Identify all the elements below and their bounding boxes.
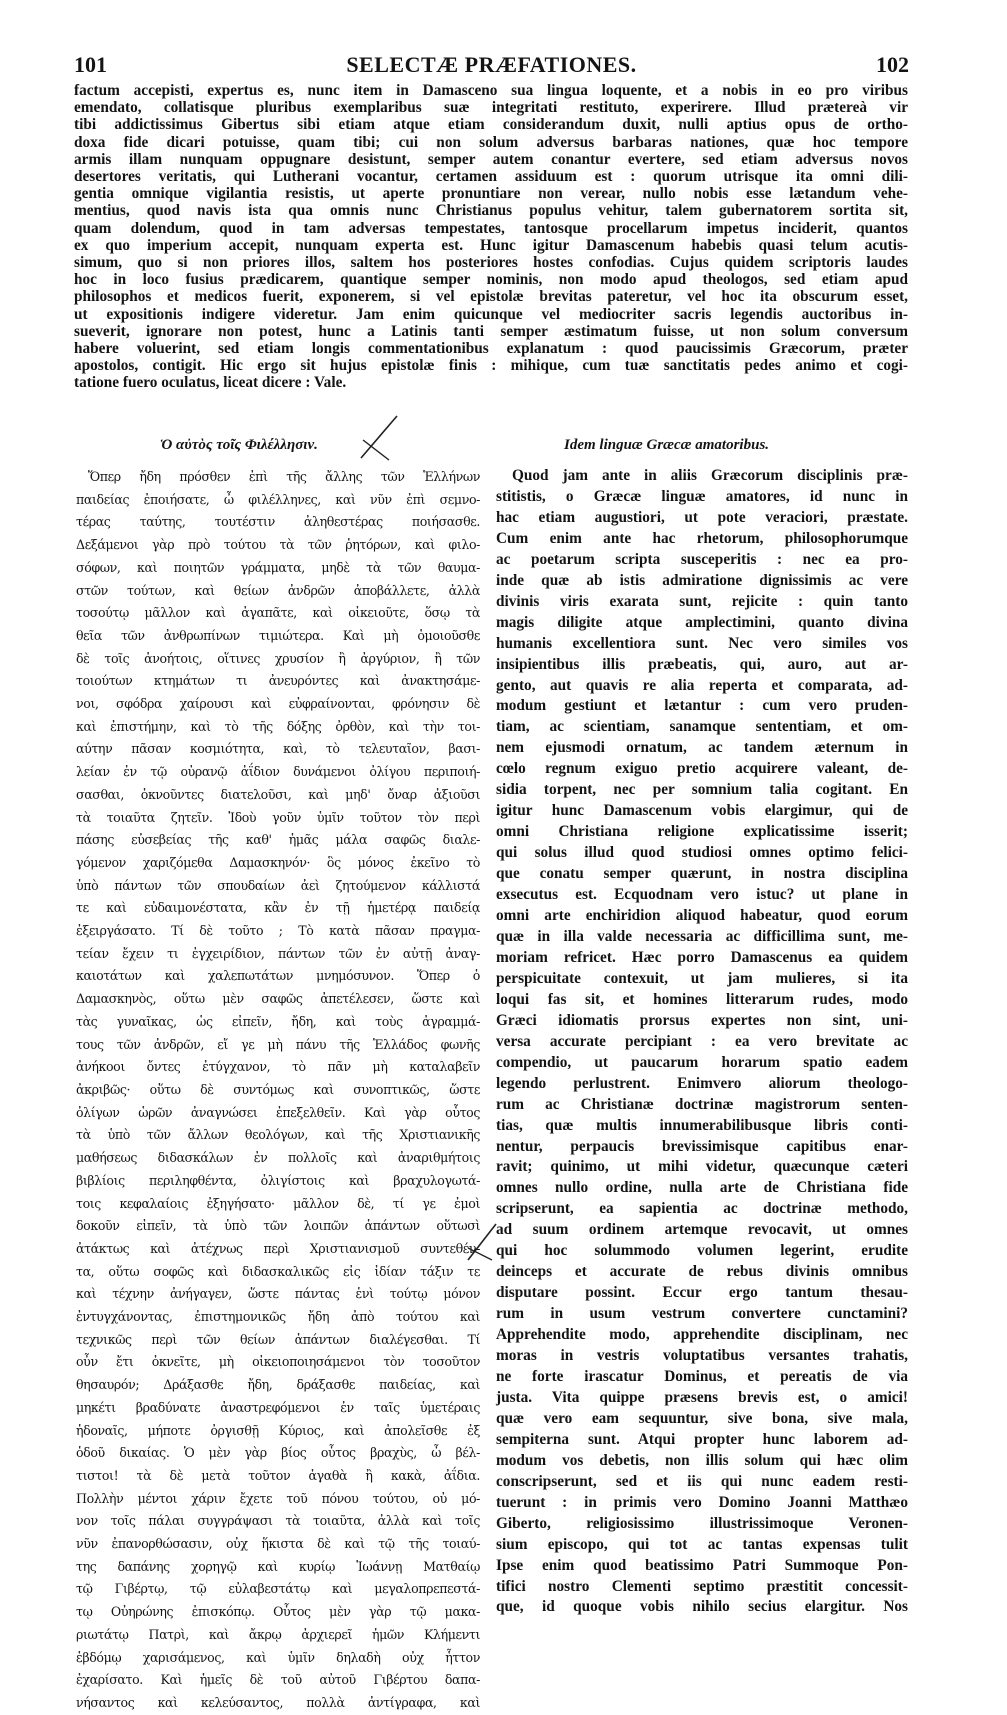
- preface-line: tatione fuero oculatus, liceat dicere : Vale.: [74, 374, 347, 392]
- col-latin-line: scripserunt, ea sapientia ac doctrinæ methodo,: [496, 1200, 908, 1218]
- preface-text: [74, 82, 908, 392]
- col-greek-line: θησαυρόν; Δράξασθε ἤδη, δράξασθε παιδείας, καὶ: [76, 1377, 480, 1393]
- col-greek-line: ἀκριβῶς· οὕτω δὲ συντόμως καὶ συνοπτικῶς, ὥστε: [76, 1081, 480, 1097]
- page-number-right: 102: [876, 52, 909, 77]
- latin-section-title: Idem linguæ Græcæ amatoribus.: [564, 437, 770, 453]
- col-latin-line: sempiterna sunt. Atqui propter hunc laborem ad-: [496, 1430, 908, 1448]
- preface-line: factum accepisti, expertus es, nunc item in Damasceno sua lingua loquente, et a nobis in eo pro viribus: [74, 82, 908, 99]
- col-latin-line: que, id quoque vobis nihilo secius elargitur. Nos: [496, 1598, 908, 1616]
- col-latin-line: legendo perlustrent. Enimvero aliorum theologo-: [496, 1074, 908, 1092]
- col-latin-line: Quod jam ante in aliis Græcorum disciplinis præ-: [512, 467, 908, 484]
- col-greek-line: νον τοῖς πάλαι συγγράψασι τὰ τοιαῦτα, ἀλλὰ καὶ τοῖς: [76, 1513, 480, 1529]
- col-greek-line: Ὅπερ ἤδη πρόσθεν ἐπὶ τῆς ἄλλης τῶν Ἑλλήνων: [88, 469, 480, 484]
- col-greek-line: δὲ τοῖς ἀνοήτοις, οἵτινες χρυσίον ἢ ἀργύριον, ἢ τῶν: [76, 650, 480, 666]
- latin-column: [496, 466, 908, 1618]
- col-greek-line: λείαν ἐν τῷ οὐρανῷ ἀΐδιον δυνάμενοι ὀλίγου περιποιή-: [76, 764, 480, 780]
- col-latin-line: modum vos debetis, non illis solum qui hæc olim: [496, 1451, 908, 1469]
- col-latin-line: moriam refricet. Hæc porro Damascenus ea quidem: [496, 948, 908, 966]
- col-greek-line: θεῖα τῶν ἀνθρωπίνων τιμιώτερα. Καὶ μὴ ὁμοιοῦσθε: [76, 627, 480, 643]
- col-greek-line: ριωτάτῳ Πατρὶ, καὶ ἄκρῳ ἀρχιερεῖ ἡμῶν Κλήμεντι: [76, 1626, 480, 1642]
- col-latin-line: modum gestiunt et lætantur : cum vero pruden-: [496, 697, 908, 715]
- col-latin-line: cœlo regnum exiguo pretio acquirere valeant, de-: [496, 760, 908, 778]
- col-latin-line: omni arte enchiridion aliquod habeatur, quod eorum: [496, 907, 908, 925]
- col-greek-line: τῳ Οὐηρώνης ἐπισκόπῳ. Οὗτος μὲν γὰρ τῷ μακα-: [76, 1604, 480, 1620]
- col-greek-line: τε καὶ εὐδαιμονέστατα, κἂν ἐν τῇ ἡμετέρᾳ παιδείᾳ: [76, 900, 480, 916]
- col-greek-line: ἑβδόμῳ χαρισάμενος, καὶ ὑμῖν δηλαδὴ οὐχ ἧττον: [76, 1649, 480, 1665]
- col-latin-line: sidia torpent, nec per somnium talia cogitant. En: [496, 781, 908, 799]
- col-latin-line: ne forte irascatur Dominus, et pereatis de via: [496, 1367, 908, 1385]
- col-latin-line: que conatu semper quærunt, in nostra disciplina: [496, 865, 908, 883]
- col-latin-line: tias, quæ multis innumerabilibusque libris conti-: [496, 1116, 908, 1134]
- col-latin-line: rum in usum vestrum convertere cunctamini?: [496, 1305, 908, 1323]
- col-greek-line: τεχνικῶς περὶ τῶν θείων ἁπάντων διαλέγεσθαι. Τί: [76, 1331, 480, 1347]
- col-greek-line: τιστοι! τὰ δὲ μετὰ τοῦτον ἀγαθὰ ἢ κακὰ, ἀΐδια.: [76, 1467, 480, 1483]
- col-latin-line: tuerunt : in primis vero Domino Joanni Matthæo: [496, 1493, 908, 1511]
- col-latin-line: omnes nullo ordine, nulla arte de Christiana fide: [496, 1179, 908, 1197]
- preface-line: habere voluerint, sed etiam longis commentationibus explanatum : quod paucissimis Græcorum, præter: [74, 340, 908, 358]
- col-latin-line: nentur, perpaucis brevissimisque capitibus enar-: [496, 1137, 908, 1155]
- col-greek-line: της δαπάνης χορηγῷ καὶ κυρίῳ Ἰωάννῃ Ματθαίῳ: [76, 1558, 480, 1574]
- preface-line: tibi addictissimus Gibertus sibi etiam atque etiam considerandum duxit, nulli aptius opus de ortho-: [74, 116, 908, 134]
- running-head: [74, 52, 909, 78]
- col-latin-line: versa accurate percipiant : ea vero brevitate ac: [496, 1032, 908, 1050]
- col-latin-line: sium episcopo, qui tot ac tantas expensas tulit: [496, 1535, 908, 1553]
- col-latin-line: igitur hunc Damascenum vobis elargimur, qui de: [496, 802, 908, 820]
- col-greek-line: παιδείας ἐποιήσατε, ὦ φιλέλληνες, καὶ νῦν ἐπὶ σεμνο-: [76, 491, 480, 507]
- col-latin-line: ad suum ordinem artemque revocavit, ut omnes: [496, 1221, 908, 1239]
- preface-line: doxa fide dicari potuisse, quam tibi; cui non solum adversus barbaras nationes, quæ hoc tempore: [74, 133, 908, 151]
- preface-line: ut expositionis indigere videretur. Jam enim quicunque vel mediocriter sacris legendis auctoribus in-: [74, 305, 908, 323]
- col-greek-line: καιοτάτων καὶ χαλεπωτάτων μνημόσυνον. Ὅπερ ὁ: [76, 968, 480, 984]
- col-greek-line: ὀλίγων ὡρῶν ἀναγνώσει ἐπεξελθεῖν. Καὶ γὰρ οὗτος: [76, 1104, 480, 1120]
- col-greek-line: ὁδοῦ δικαίας. Ὁ μὲν γὰρ βίος οὗτος βραχὺς, ὦ βέλ-: [76, 1445, 480, 1461]
- col-latin-line: justa. Vita quippe præsens brevis est, o amici!: [496, 1388, 908, 1406]
- col-latin-line: qui hoc solummodo volumen legerint, erudite: [496, 1242, 908, 1260]
- col-latin-line: tifici nostro Clementi septimo præstitit concessit-: [496, 1577, 908, 1595]
- col-latin-line: perspicuitate contexuit, ut jam mulieres, si ita: [496, 969, 908, 987]
- col-greek-line: τέρας ταύτης, τουτέστιν ἀληθεστέρας ποιήσασθε.: [76, 514, 480, 530]
- col-greek-line: τοις κεφαλαίοις ἐξηγήσατο· μᾶλλον δὲ, τί γε ἐμοὶ: [76, 1195, 480, 1211]
- col-greek-line: μηκέτι βραδύνατε ἀναστρεφόμενοι ἐν ταῖς ὑμετέραις: [76, 1399, 480, 1415]
- col-greek-line: ἀτάκτως καὶ ἀτέχνως περὶ Χριστιανισμοῦ συντεθέν-: [76, 1240, 480, 1256]
- col-latin-line: hac etiam augustiori, ut pote veraciori, præstate.: [496, 508, 908, 526]
- greek-column: [76, 466, 480, 1715]
- col-latin-line: conscripserunt, sed et iis qui nunc eadem resti-: [496, 1472, 908, 1490]
- col-latin-line: Cum enim ante hac rhetorum, philosophorumque: [496, 529, 908, 547]
- col-latin-line: qui solus illud quod studiosi omnes optimo felici-: [496, 844, 908, 862]
- col-latin-line: ravit; quinimo, ut mihi videtur, quæcunque cæteri: [496, 1158, 908, 1176]
- running-title: SELECTÆ PRÆFATIONES.: [346, 52, 637, 77]
- col-greek-line: ἐξειργάσατο. Τί δὲ τοῦτο ; Τὸ κατὰ πᾶσαν πραγμα-: [76, 923, 480, 939]
- col-greek-line: τὰς γυναῖκας, ὡς εἰπεῖν, ἤδη, καὶ τοὺς ἀγραμμά-: [76, 1013, 480, 1029]
- col-greek-line: τῷ Γιβέρτῳ, τῷ εὐλαβεστάτῳ καὶ μεγαλοπρεπεστά-: [76, 1581, 480, 1597]
- preface-line: hoc in loco fusius prædicarem, quantique semper nominis, non modo apud theologos, sed etiam apud: [74, 271, 908, 289]
- col-latin-line: tiam, ac scientiam, sanamque sententiam, et om-: [496, 718, 908, 736]
- col-latin-line: humanis excellentiora sunt. Nec vero similes vos: [496, 634, 908, 652]
- col-greek-line: Δαμασκηνὸς, οὕτω μὲν σαφῶς ἀπετέλεσεν, ὥστε καὶ: [76, 991, 480, 1007]
- col-greek-line: τοιούτων κτημάτων τι ἀνευρόντες καὶ ἀνακτησάμε-: [76, 673, 480, 689]
- preface-line: gentia omnique vigilantia resistis, ut aperte pronuntiare non verear, nullo nobis esse lætandum vehe-: [74, 185, 908, 203]
- col-latin-line: divinis viris exarata sunt, rejicite : quin tanto: [496, 592, 908, 610]
- col-greek-line: ἐντυγχάνοντας, ἐπιστημονικῶς ἤδη ἀπὸ τούτου καὶ: [76, 1309, 480, 1325]
- col-greek-line: στῶν τούτων, καὶ θείων ἀνδρῶν ἀποβάλλετε, ἀλλὰ: [76, 582, 480, 598]
- col-latin-line: rum ac Christianæ doctrinæ magistrorum senten-: [496, 1095, 908, 1113]
- col-latin-line: loqui fas sit, et homines litterarum rudes, modo: [496, 990, 908, 1008]
- col-greek-line: οὖν ἔτι ὀκνεῖτε, μὴ οἰκειοποιησάμενοι τὸν τοσοῦτον: [76, 1354, 480, 1370]
- col-greek-line: γόμενον χαριζόμεθα Δαμασκηνόν· ὃς μόνος ἐκεῖνο τὸ: [76, 854, 480, 870]
- preface-line: emendato, collatisque pluribus exemplaribus suæ integritati restituto, experirere. Illud prætereà vir: [74, 99, 908, 117]
- col-greek-line: νοι, σφόδρα χαίρουσι καὶ εὐφραίνονται, φρόνησιν δὲ: [76, 696, 480, 712]
- col-greek-line: νήσαντος καὶ κελεύσαντος, πολλὰ ἀντίγραφα, καὶ: [76, 1694, 480, 1710]
- preface-line: quam dolendum, quod in tam adversas tempestates, tantosque procellarum impetus inciderit, quantos: [74, 219, 908, 237]
- col-greek-line: μαθήσεως διδασκάλων ἐν πολλοῖς καὶ ἀναριθμήτοις: [76, 1150, 480, 1166]
- col-greek-line: ὑπὸ πάντων τῶν σπουδαίων ἀεὶ ζητούμενον κάλλιστά: [76, 877, 480, 893]
- col-latin-line: deinceps et accurate de rebus divinis omnibus: [496, 1263, 908, 1281]
- preface-line: desertores veritatis, qui Lutherani vocantur, certamen assiduum est : quorum utrisque ita omni dili-: [74, 168, 908, 186]
- col-greek-line: βιβλίοις περιληφθέντα, ὀλιγίστοις καὶ βραχυλογωτά-: [76, 1172, 480, 1188]
- col-greek-line: ἐχαρίσατο. Καὶ ἡμεῖς δὲ τοῦ αὐτοῦ Γιβέρτου δαπα-: [76, 1672, 480, 1688]
- col-greek-line: νῦν ἐπανορθώσασιν, οὐχ ἥκιστα δὲ καὶ τῷ τῆς τοιαύ-: [76, 1536, 480, 1552]
- col-latin-line: nem ejusmodi ornatum, ac tandem æternum in: [496, 739, 908, 757]
- col-latin-line: magis diligite atque amplectimini, quanto divina: [496, 613, 908, 631]
- col-latin-line: exsecutus est. Ecquodnam vero istuc? ut plane in: [496, 886, 908, 904]
- col-latin-line: Giberto, religiosissimo illustrissimoque Veronen-: [496, 1514, 908, 1532]
- col-greek-line: τὰ τοιαῦτα ζητεῖν. Ἰδοὺ γοῦν ὑμῖν τοῦτον τὸν περὶ: [76, 809, 480, 825]
- col-greek-line: Δεξάμενοι γὰρ πρὸ τούτου τὰ τῶν ῥητόρων, καὶ φιλο-: [76, 537, 480, 553]
- col-latin-line: omni Christiana religione explicatissime isserit;: [496, 823, 908, 841]
- page-number-left: 101: [74, 52, 107, 77]
- preface-line: apostolos, contigit. Hic ergo sit hujus epistolæ finis : mihique, cum tuæ sanctitatis pedes animo et cogi-: [74, 357, 908, 375]
- col-greek-line: δοκοῦν εἰπεῖν, τὰ ὑπὸ τῶν λοιπῶν ἁπάντων οὕτωσὶ: [76, 1218, 480, 1234]
- preface-line: ex quo imperium accepit, nunquam experta est. Hunc igitur Damascenum habebis quasi telum acutis-: [74, 236, 908, 254]
- col-greek-line: τοσούτῳ μᾶλλον καὶ ἀγαπᾶτε, καὶ οἰκειοῦτε, ὅσῳ τὰ: [76, 605, 480, 621]
- col-latin-line: stitistis, o Græcæ linguæ amatores, id nunc in: [496, 487, 908, 505]
- pen-mark-icon: [355, 412, 405, 464]
- col-greek-line: ἡδοναῖς, μήποτε ὀργισθῇ Κύριος, καὶ ἀπολεῖσθε ἐξ: [76, 1422, 480, 1438]
- col-greek-line: τείαν ἔχειν τι ἐγχειρίδιον, πάντων τῶν ἐν αὐτῇ ἀναγ-: [76, 945, 480, 961]
- col-greek-line: πάσης εὐσεβείας τῆς καθ' ἡμᾶς μάλα σαφῶς διαλε-: [76, 832, 480, 848]
- preface-line: philosophos et medicos fuerit, exponerem, si vel epistolæ brevitas pateretur, vel hoc ita obscurum esset,: [74, 288, 908, 306]
- col-latin-line: insipientibus illis præbeatis, qui, auro, aut ar-: [496, 655, 908, 673]
- col-latin-line: compendio, ut paucarum horarum spatio eadem: [496, 1053, 908, 1071]
- preface-line: sueverit, ignorare non potest, hunc a Latinis tanti semper æstimatum fuisse, ut non solum conversum: [74, 322, 908, 340]
- col-greek-line: Πολλὴν μέντοι χάριν ἔχετε τοῦ πόνου τούτου, οὐ μό-: [76, 1490, 480, 1506]
- col-latin-line: Græci idiomatis prorsus expertes non sint, uni-: [496, 1011, 908, 1029]
- col-latin-line: disputare possint. Eccur ergo tantum thesau-: [496, 1284, 908, 1302]
- col-latin-line: moras in vestris voluptatibus versantes trahatis,: [496, 1347, 908, 1365]
- col-greek-line: τὰ ὑπὸ τῶν ἄλλων θεολόγων, καὶ τῆς Χριστιανικῆς: [76, 1127, 480, 1143]
- preface-line: mentius, quod navis ista qua omnis nunc Christianus populus vehitur, talem gubernatorem sortita sit,: [74, 202, 908, 220]
- col-greek-line: καὶ τέχνην ἀνήγαγεν, ὥστε πάντας ἑνὶ τούτῳ μόνον: [76, 1286, 480, 1302]
- col-latin-line: ac poetarum scripta susceperitis : nec ea pro-: [496, 550, 908, 568]
- col-latin-line: Apprehendite modo, apprehendite disciplinam, nec: [496, 1326, 908, 1344]
- col-greek-line: σασθαι, ὀκνοῦντες διατελοῦσι, καὶ μηδ' ὄναρ ἀξιοῦσι: [76, 786, 480, 802]
- preface-line: armis illam nunquam oppugnare desistunt, semper autem conantur evertere, sed etiam adversus novos: [74, 150, 908, 168]
- col-latin-line: quæ in illa valde necessaria ac difficillima sunt, me-: [496, 927, 908, 945]
- col-greek-line: σόφων, καὶ ποιητῶν γράμματα, μηδὲ τὰ τῶν θαυμα-: [76, 559, 480, 575]
- col-greek-line: αύτην πᾶσαν κοσμιότητα, καὶ, τὸ τελευταῖον, βασι-: [76, 741, 480, 757]
- greek-section-title: Ὁ αὐτὸς τοῖς Φιλέλλησιν.: [160, 437, 318, 453]
- col-latin-line: quæ vero eam sequuntur, sive bona, sive mala,: [496, 1409, 908, 1427]
- col-greek-line: καὶ ἐπιστήμην, καὶ τὸ τῆς δόξης ὀρθὸν, καὶ τὴν τοι-: [76, 718, 480, 734]
- col-greek-line: ἀνήκοοι ὄντες ἐτύγχανον, τὸ πᾶν μὴ καταλαβεῖν: [76, 1059, 480, 1075]
- col-greek-line: τα, οὕτω σοφῶς καὶ διδασκαλικῶς εἰς ἰδίαν τάξιν τε: [76, 1263, 480, 1279]
- preface-line: simum, quo si non priores illos, saltem hos posteriores hostes confodias. Cujus quidem scriptoris laudes: [74, 254, 908, 272]
- col-latin-line: gento, aut quavis re alia reperta et comparata, ad-: [496, 676, 908, 694]
- col-latin-line: inde quæ ab istis admiratione dignissimis ac vere: [496, 571, 908, 589]
- col-greek-line: τους τῶν ἀνδρῶν, εἴ γε μὴ πάνυ τῆς Ἑλλάδος φωνῆς: [76, 1036, 480, 1052]
- col-latin-line: Ipse enim quod beatissimo Patri Summoque Pon-: [496, 1556, 908, 1574]
